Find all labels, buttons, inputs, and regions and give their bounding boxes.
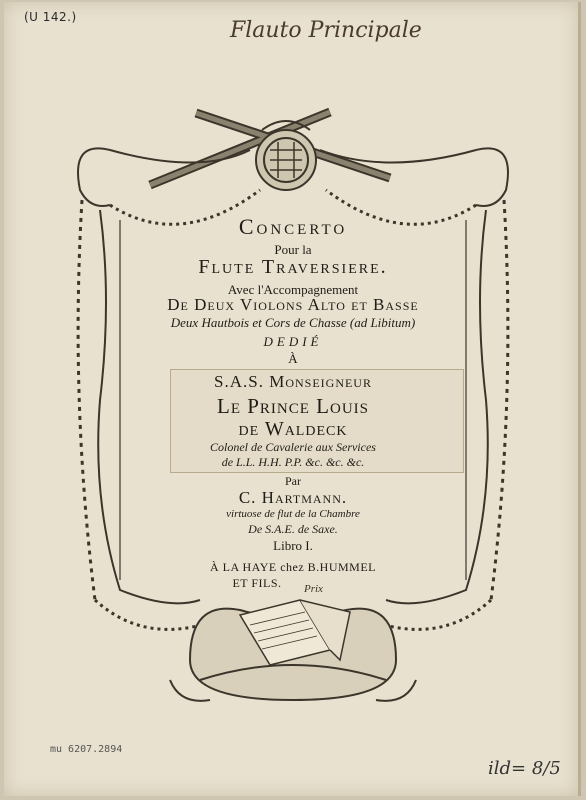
composer-court: De S.A.E. de Saxe. (248, 522, 338, 536)
composer-name: C. Hartmann. (238, 488, 348, 507)
corner-handwritten-mark: ild= 8/5 (488, 758, 561, 779)
winds-text: Deux Hautbois et Cors de Chasse (ad Libitum) (170, 315, 416, 330)
crest-icon (256, 121, 316, 190)
catalog-number: mu 6207.2894 (50, 744, 123, 755)
publisher-line1: À LA HAYE chez B.HUMMEL (209, 560, 377, 574)
shelfmark-stamp: (U 142.) (24, 10, 77, 24)
dedicatee-line3: de Waldeck (238, 418, 348, 440)
left-scroll-icon (78, 148, 110, 206)
ensemble-text: De Deux Violons Alto et Basse (167, 295, 419, 314)
rank-line1: Colonel de Cavalerie aux Services (210, 440, 376, 454)
price-label: Prix (304, 583, 323, 595)
sheet-music-cartouche-icon (170, 600, 416, 701)
right-scroll-icon (476, 148, 508, 206)
work-title: Concerto (238, 214, 348, 239)
dedie-text: DEDIÉ (263, 334, 323, 349)
dedicatee-line1: S.A.S. Monseigneur (214, 372, 372, 391)
part-name-handwritten: Flauto Principale (230, 18, 422, 43)
par-text: Par (285, 474, 301, 488)
accompaniment-intro: Avec l'Accompagnement (227, 282, 359, 297)
a-text: À (288, 351, 298, 366)
composer-title: virtuose de flut de la Chambre (226, 508, 360, 520)
rank-line2: de L.L. H.H. P.P. &c. &c. &c. (221, 455, 365, 469)
instrument-title: Flute Traversiere. (198, 256, 388, 278)
dedicatee-line2: Le Prince Louis (217, 394, 369, 418)
pour-la-text: Pour la (274, 242, 312, 257)
publisher-line2: ET FILS. (232, 576, 282, 590)
volume-label: Libro I. (273, 538, 313, 553)
